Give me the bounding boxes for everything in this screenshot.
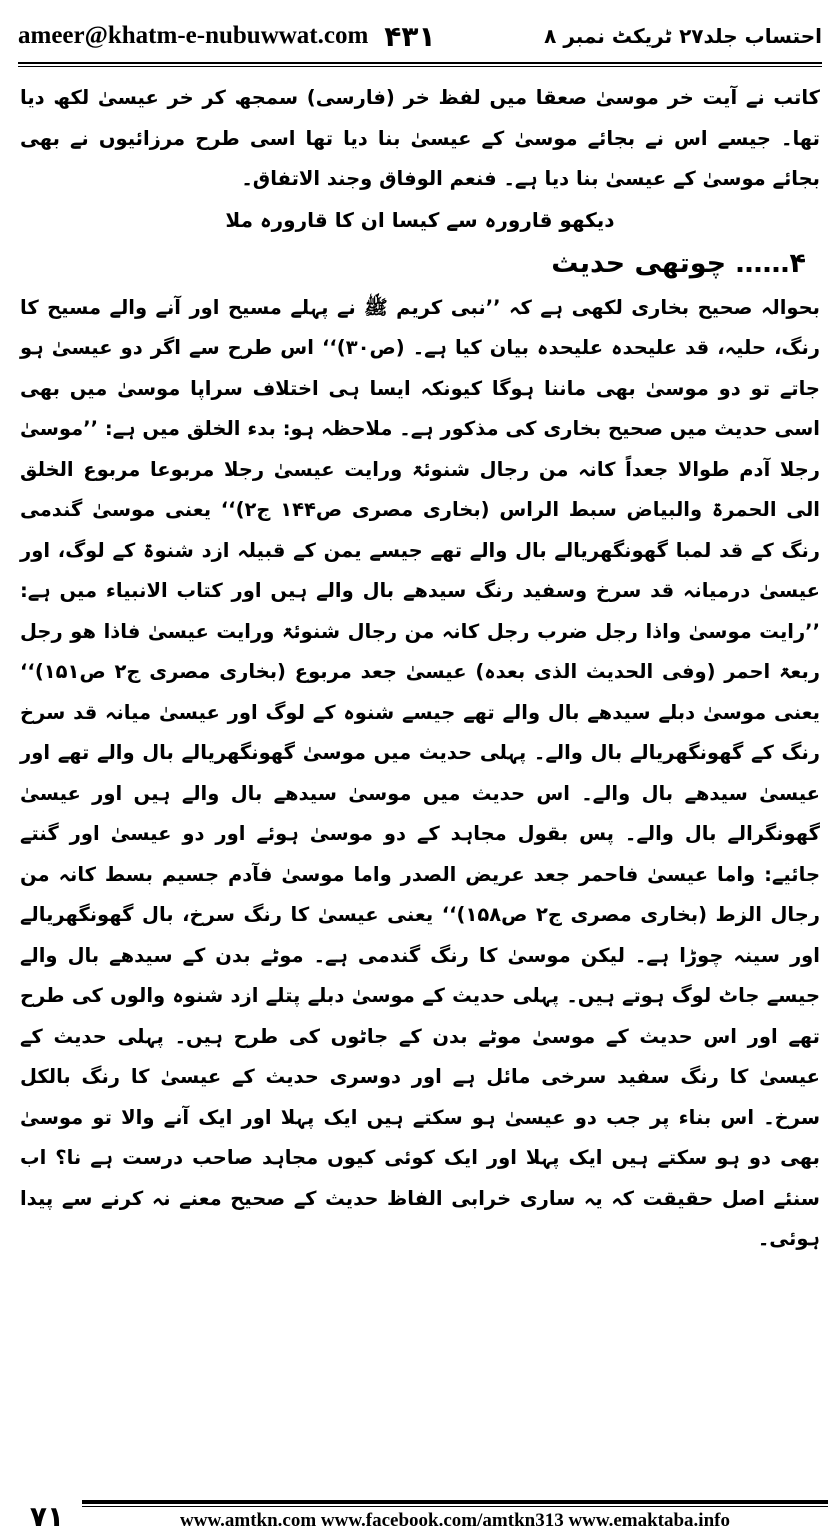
footer-rule-thick [82, 1500, 828, 1504]
footer-urls: www.amtkn.com www.facebook.com/amtkn313 www.emaktaba.info [180, 1510, 730, 1531]
body-paragraph-2: بحوالہ صحیح بخاری لکھی ہے کہ ’’نبی کریم ﷺ نے پہلے مسیح اور آنے والے مسیح کا رنگ، حلیہ، قد علیحدہ علیحدہ بیان کیا ہے۔ (ص۳۰)‘‘ اس طرح سے اگر دو عیسیٰ ہو جاتے تو دو موسیٰ بھی ماننا ہوگا کیونکہ ایسا ہی اختلاف سراپا موسیٰ میں بھی اسی حدیث میں صحیح بخاری کی مذکور ہے۔ ملاحظہ ہو: بدء الخلق میں ہے: ’’موسیٰ رجلا آدم طوالا جعداً کانہ من رجال شنوئۃ ورایت عیسیٰ رجلا مربوعا مربوع الخلق الی الحمرۃ والبیاض سبط الراس (بخاری مصری ص۱۴۴ ج۲)‘‘ یعنی موسیٰ گندمی رنگ کے قد لمبا گھونگھریالے بال والے تھے جیسے یمن کے قبیلہ ازد شنوۃ کے لوگ، اور عیسیٰ درمیانہ قد سرخ وسفید رنگ سیدھے بال والے ہیں اور کتاب الانبیاء میں ہے: ’’رایت موسیٰ واذا رجل ضرب رجل کانہ من رجال شنوئۃ ورایت عیسیٰ فاذا ھو رجل ربعۃ احمر (وفی الحدیث الذی بعدہ) عیسیٰ جعد مربوع (بخاری مصری ج۲ ص۱۵۱)‘‘ یعنی موسیٰ دبلے سیدھے بال والے تھے جیسے شنوہ کے لوگ اور عیسیٰ میانہ قد سرخ رنگ کے گھونگھریالے بال والے۔ پہلی حدیث میں موسیٰ گھونگھریالے بال والے تھے اور عیسیٰ سیدھے بال والے۔ اس حدیث میں موسیٰ سیدھے بال والے ہیں اور عیسیٰ گھونگرالے بال والے۔ پس بقول مجاہد کے دو موسیٰ ہوئے اور دو عیسیٰ اور گنتے جائیے: واما عیسیٰ فاحمر جعد عریض الصدر واما موسیٰ فآدم جسیم بسط کانہ من رجال الزط (بخاری مصری ج۲ ص۱۵۸)‘‘ یعنی عیسیٰ کا رنگ سرخ، بال گھونگھریالے اور سینہ چوڑا ہے۔ لیکن موسیٰ کا رنگ گندمی ہے۔ موٹے بدن کے سیدھے بال والے جیسے جاٹ لوگ ہوتے ہیں۔ پہلی حدیث کے موسیٰ دبلے پتلے ازد شنوہ والوں کی طرح تھے اور اس حدیث کے موسیٰ موٹے بدن کے جاٹوں کی طرح ہیں۔ پہلی حدیث کے عیسیٰ کا رنگ سفید سرخی مائل ہے اور دوسری حدیث کے عیسیٰ کا رنگ بالکل سرخ۔ اس بناء پر جب دو عیسیٰ ہو سکتے ہیں ایک پہلا اور ایک آنے والا تو موسیٰ بھی دو ہو سکتے ہیں ایک پہلا اور ایک کوئی کیوں مجاہد صاحب درست ہے نا؟ اب سنئے اصل حقیقت کہ یہ ساری خرابی الفاظ حدیث کے صحیح معنے نہ کرنے سے پیدا ہوئی۔ [20, 295, 820, 1250]
footer-bar [82, 1500, 828, 1532]
page-header [18, 12, 822, 60]
header-left [18, 20, 436, 53]
footer-page-label: ۷۱ [29, 1499, 65, 1533]
header-rule [18, 62, 822, 64]
section-heading: ۴…… چوتھی حدیث [551, 247, 806, 279]
header-page-number: ۴۳۱ [384, 19, 436, 53]
page-footer [12, 1498, 828, 1534]
page-body [20, 78, 820, 1478]
header-book-title: احتساب جلد۲۷ ٹریکٹ نمبر ۸ [544, 24, 822, 48]
footer-rule-thin [82, 1506, 828, 1507]
header-rule-thin [18, 66, 822, 67]
header-email: ameer@khatm-e-nubuwwat.com [18, 22, 369, 49]
body-paragraph-1: کاتب نے آیت خر موسیٰ صعقا میں لفظ خر (فارسی) سمجھ کر خر عیسیٰ لکھ دیا تھا۔ جیسے اس نے بجائے موسیٰ کے عیسیٰ بنا دیا تھا اسی طرح مرزائیوں نے بھی بجائے موسیٰ کے عیسیٰ بنا دیا ہے۔ فنعم الوفاق وجند الاتفاق۔ [20, 86, 820, 190]
verse-line: دیکھو قارورہ سے کیسا ان کا قارورہ ملا [225, 207, 615, 232]
